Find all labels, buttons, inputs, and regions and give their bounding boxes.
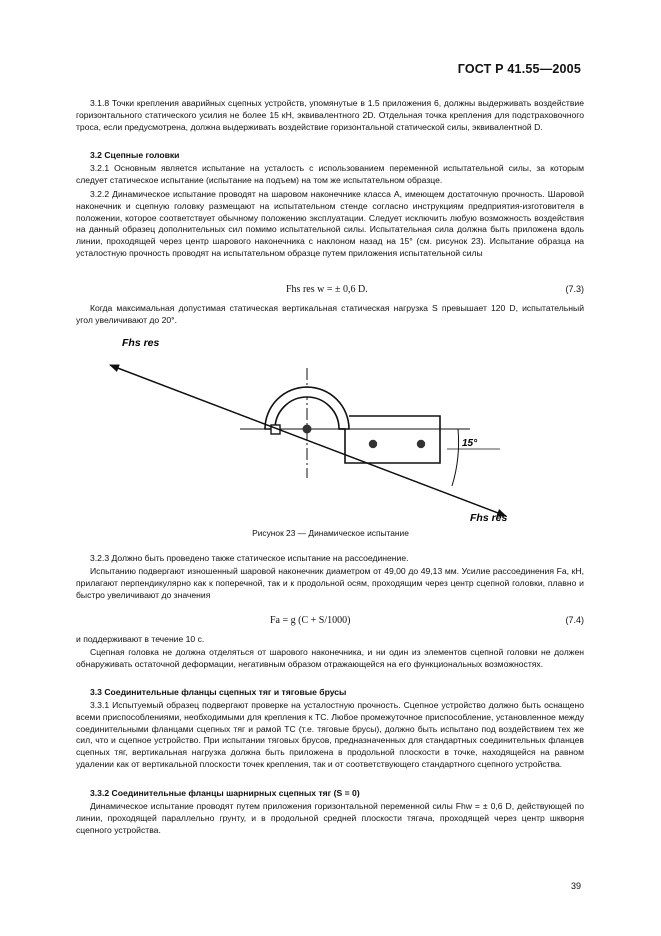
bolt-right	[417, 440, 425, 448]
coupling-body	[339, 416, 440, 463]
section-heading-3-3: 3.3 Соединительные фланцы сцепных тяг и тяговые брусы	[90, 687, 347, 697]
formula-7-4: Fa = g (C + S/1000)	[270, 615, 351, 626]
figure-caption: Рисунок 23 — Динамическое испытание	[252, 528, 409, 538]
section-heading-3-2: 3.2 Сцепные головки	[90, 150, 180, 160]
paragraph-3-3-2: Динамическое испытание проводят путем приложения горизонтальной переменной силы Fhw = ± 0,6 D, действующей по линии, проходящей параллельно грунту, и в продольной средней плоскости тягача, проходящей через центр шкворня сцепного устройства.	[76, 801, 584, 835]
angle-arc	[452, 429, 459, 486]
force-label-top: Fhs res	[122, 337, 160, 349]
bolt-left	[369, 440, 377, 448]
figure-23-diagram	[0, 328, 661, 528]
section-heading-3-3-2: 3.3.2 Соединительные фланцы шарнирных сцепных тяг (S = 0)	[90, 788, 360, 798]
paragraph-3-2-3: 3.2.3 Должно быть проведено также статическое испытание на рассоединение.	[90, 553, 409, 563]
page-number: 39	[570, 881, 581, 891]
paragraph-test-angle: Когда максимальная допустимая статическая вертикальная статическая нагрузка S превышает 120 D, испытательный угол увеличивают до 20°.	[76, 303, 584, 325]
paragraph-deformation: Сцепная головка не должна отделяться от шарового наконечника, и ни один из элементов сцепной головки не должен обнаруживать остаточной деформации, негативным образом отражающейся на его функциональных возможностях.	[76, 647, 584, 669]
paragraph-disconnect-test: Испытанию подвергают изношенный шаровой наконечник диаметром от 49,00 до 49,13 мм. Усилие рассоединения Fa, кН, прилагают перпендикулярно как к поперечной, так и к продольной осям, проходящим через центр сцепной головки, плавно и быстро увеличивают до значения	[76, 566, 584, 600]
formula-number-7-4: (7.4)	[565, 615, 584, 625]
angle-label: 15°	[462, 438, 478, 449]
force-label-bottom: Fhs res	[470, 512, 508, 524]
paragraph-hold-time: и поддерживают в течение 10 с.	[76, 634, 205, 644]
paragraph-3-3-1: 3.3.1 Испытуемый образец подвергают проверке на усталостную прочность. Сцепное устройство должно быть оснащено всеми приспособлениями, необходимыми для крепления к ТС. Любое промежуточное приспособление, установленное между соединительными фланцами сцепных тяг и рамой ТС (т.е. тяговые брусы), должно быть испытано под воздействием тех же сил, что и сцепное устройство. При испытании тяговых брусов, предназначенных для стандартных соединительных фланцев сцепных тяг, вертикальная нагрузка должна быть приложена в продольной плоскости в точке, находящейся на равном удалении как от вертикальной плоскости точек крепления, так и от соответствующего стандартного сцепного устройства.	[76, 700, 584, 769]
paragraph-3-1-8: 3.1.8 Точки крепления аварийных сцепных устройств, упомянутые в 1.5 приложения 6, должны выдерживать воздействие горизонтального статического усилия не более 15 кН, эквивалентного 2D. Отдельная точка крепления для подстраховочного троса, если предусмотрена, должна выдерживать воздействие горизонтальной статической силы, эквивалентной D.	[76, 98, 584, 132]
document-header: ГОСТ Р 41.55—2005	[457, 62, 581, 76]
paragraph-3-2-2: 3.2.2 Динамическое испытание проводят на шаровом наконечнике класса А, имеющем достаточную прочность. Шаровой наконечник и сцепную головку размещают на испытательном стенде согласно инструкциям предприятия-изготовителя в положении, которое соответствует обычному положению эксплуатации. Следует исключить любую возможность воздействия на данный образец дополнительных сил помимо испытательной силы. Испытательная сила должна быть приложена вдоль линии, проходящей через центр шарового наконечника с наклоном назад на 15° (см. рисунок 23). Испытание образца на усталостную прочность проводят на испытательном образце путем приложения испытательной силы	[76, 189, 584, 258]
formula-7-3: Fhs res w = ± 0,6 D.	[286, 284, 368, 295]
ball-center	[303, 425, 312, 434]
formula-number-7-3: (7.3)	[565, 284, 584, 294]
paragraph-3-2-1: 3.2.1 Основным является испытание на усталость с использованием переменной испытательной силы, за которым следует статическое испытание (испытание на подъем) на том же испытательном образце.	[76, 163, 584, 185]
